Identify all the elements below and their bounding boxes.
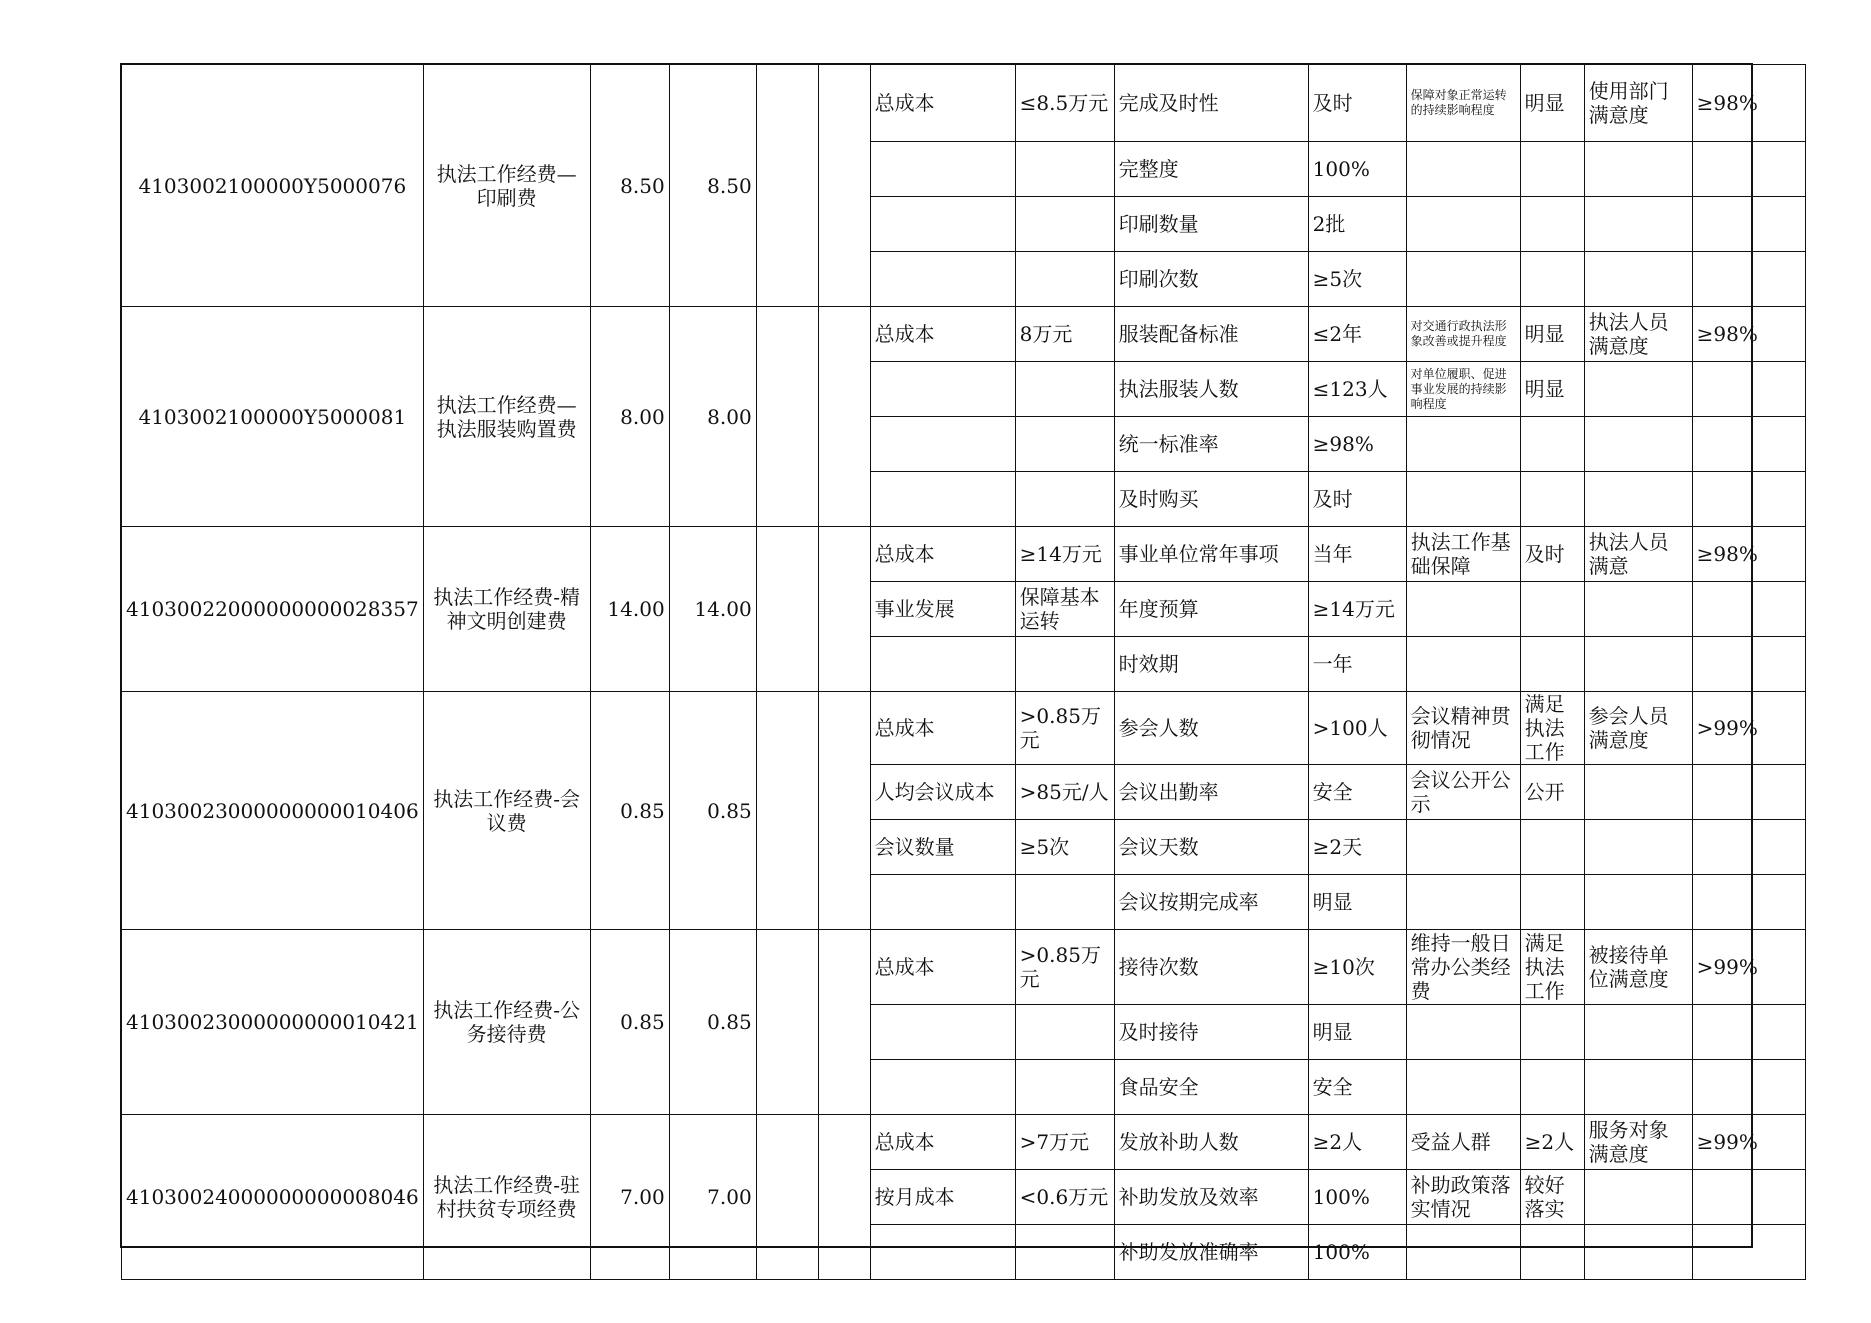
indicator-cell: 明显 bbox=[1308, 1005, 1406, 1060]
indicator-cell: 会议公开公示 bbox=[1406, 765, 1520, 820]
indicator-cell bbox=[1015, 1060, 1114, 1115]
indicator-cell: 总成本 bbox=[870, 307, 1015, 362]
indicator-cell: 公开 bbox=[1520, 765, 1584, 820]
indicator-cell bbox=[1692, 362, 1805, 417]
indicator-cell: 满足执法工作 bbox=[1520, 930, 1584, 1005]
indicator-cell: 服务对象满意度 bbox=[1584, 1115, 1692, 1170]
indicator-cell bbox=[1584, 252, 1692, 307]
indicator-cell bbox=[1406, 820, 1520, 875]
empty-cell bbox=[818, 930, 870, 1115]
indicator-cell bbox=[1520, 637, 1584, 692]
indicator-cell bbox=[1584, 362, 1692, 417]
indicator-cell bbox=[870, 637, 1015, 692]
indicator-cell: ≥14万元 bbox=[1015, 527, 1114, 582]
indicator-cell bbox=[870, 875, 1015, 930]
indicator-cell: 事业发展 bbox=[870, 582, 1015, 637]
indicator-cell bbox=[1015, 362, 1114, 417]
indicator-cell bbox=[1584, 1005, 1692, 1060]
project-code: 4103002100000Y5000081 bbox=[122, 307, 424, 527]
project-code: 41030023000000000010406 bbox=[122, 692, 424, 930]
empty-cell bbox=[756, 65, 818, 307]
indicator-cell: 年度预算 bbox=[1114, 582, 1308, 637]
indicator-cell: 补助发放及效率 bbox=[1114, 1170, 1308, 1225]
indicator-cell bbox=[1692, 1225, 1805, 1280]
indicator-cell: 统一标准率 bbox=[1114, 417, 1308, 472]
amount-cell: 7.00 bbox=[590, 1115, 669, 1280]
indicator-cell bbox=[1406, 417, 1520, 472]
indicator-cell: 接待次数 bbox=[1114, 930, 1308, 1005]
indicator-cell bbox=[1584, 820, 1692, 875]
indicator-cell: 补助政策落实情况 bbox=[1406, 1170, 1520, 1225]
indicator-cell bbox=[1584, 875, 1692, 930]
indicator-cell: 会议出勤率 bbox=[1114, 765, 1308, 820]
indicator-cell: 使用部门满意度 bbox=[1584, 65, 1692, 142]
indicator-cell bbox=[1520, 1060, 1584, 1115]
empty-cell bbox=[756, 930, 818, 1115]
indicator-cell bbox=[870, 142, 1015, 197]
indicator-cell bbox=[1015, 417, 1114, 472]
indicator-cell: >7万元 bbox=[1015, 1115, 1114, 1170]
indicator-cell bbox=[1584, 417, 1692, 472]
indicator-cell: 明显 bbox=[1520, 362, 1584, 417]
amount-cell: 14.00 bbox=[590, 527, 669, 692]
indicator-cell bbox=[1520, 252, 1584, 307]
table-row bbox=[122, 527, 1806, 582]
indicator-cell: ≥98% bbox=[1692, 307, 1805, 362]
amount-cell: 0.85 bbox=[590, 930, 669, 1115]
indicator-cell bbox=[1520, 142, 1584, 197]
indicator-cell: 会议天数 bbox=[1114, 820, 1308, 875]
indicator-cell bbox=[1692, 820, 1805, 875]
indicator-cell: 100% bbox=[1308, 1170, 1406, 1225]
indicator-cell: 及时接待 bbox=[1114, 1005, 1308, 1060]
project-name: 执法工作经费-公务接待费 bbox=[423, 930, 590, 1115]
indicator-cell bbox=[1015, 197, 1114, 252]
indicator-cell bbox=[1692, 1060, 1805, 1115]
indicator-cell: 事业单位常年事项 bbox=[1114, 527, 1308, 582]
indicator-cell bbox=[1692, 417, 1805, 472]
indicator-cell: ≥14万元 bbox=[1308, 582, 1406, 637]
indicator-cell bbox=[1584, 142, 1692, 197]
indicator-cell: 保障基本运转 bbox=[1015, 582, 1114, 637]
indicator-cell: 总成本 bbox=[870, 1115, 1015, 1170]
table-row bbox=[122, 692, 1806, 765]
indicator-cell: 印刷数量 bbox=[1114, 197, 1308, 252]
amount-cell: 8.00 bbox=[669, 307, 756, 527]
table-row bbox=[122, 65, 1806, 142]
indicator-cell: 总成本 bbox=[870, 930, 1015, 1005]
indicator-cell: 完整度 bbox=[1114, 142, 1308, 197]
indicator-cell bbox=[1584, 582, 1692, 637]
indicator-cell bbox=[1520, 582, 1584, 637]
indicator-cell bbox=[1015, 252, 1114, 307]
indicator-cell: 受益人群 bbox=[1406, 1115, 1520, 1170]
indicator-cell: 被接待单位满意度 bbox=[1584, 930, 1692, 1005]
indicator-cell bbox=[1584, 1060, 1692, 1115]
indicator-cell bbox=[870, 1225, 1015, 1280]
indicator-cell: ≥98% bbox=[1692, 65, 1805, 142]
indicator-cell bbox=[1692, 1170, 1805, 1225]
indicator-cell bbox=[1015, 637, 1114, 692]
indicator-cell: 按月成本 bbox=[870, 1170, 1015, 1225]
project-code: 41030022000000000028357 bbox=[122, 527, 424, 692]
indicator-cell: ≥98% bbox=[1692, 527, 1805, 582]
indicator-cell bbox=[1692, 1005, 1805, 1060]
amount-cell: 7.00 bbox=[669, 1115, 756, 1280]
indicator-cell: 执法人员满意 bbox=[1584, 527, 1692, 582]
empty-cell bbox=[756, 307, 818, 527]
indicator-cell bbox=[1584, 197, 1692, 252]
indicator-cell bbox=[870, 1005, 1015, 1060]
indicator-cell: 100% bbox=[1308, 1225, 1406, 1280]
indicator-cell: 补助发放准确率 bbox=[1114, 1225, 1308, 1280]
indicator-cell bbox=[1584, 765, 1692, 820]
indicator-cell: 安全 bbox=[1308, 765, 1406, 820]
indicator-cell bbox=[1692, 582, 1805, 637]
indicator-cell: 总成本 bbox=[870, 527, 1015, 582]
indicator-cell bbox=[1692, 765, 1805, 820]
empty-cell bbox=[818, 65, 870, 307]
indicator-cell: >99% bbox=[1692, 930, 1805, 1005]
empty-cell bbox=[756, 527, 818, 692]
indicator-cell bbox=[870, 472, 1015, 527]
table-row bbox=[122, 930, 1806, 1005]
amount-cell: 14.00 bbox=[669, 527, 756, 692]
indicator-cell bbox=[1406, 252, 1520, 307]
indicator-cell: 明显 bbox=[1520, 307, 1584, 362]
indicator-cell: ≥2人 bbox=[1520, 1115, 1584, 1170]
indicator-cell: ≥5次 bbox=[1015, 820, 1114, 875]
indicator-cell: 总成本 bbox=[870, 692, 1015, 765]
indicator-cell: 参会人员满意度 bbox=[1584, 692, 1692, 765]
indicator-cell bbox=[1406, 875, 1520, 930]
indicator-cell: 2批 bbox=[1308, 197, 1406, 252]
indicator-cell: ≥98% bbox=[1308, 417, 1406, 472]
indicator-cell: ≥2人 bbox=[1308, 1115, 1406, 1170]
indicator-cell bbox=[870, 417, 1015, 472]
indicator-cell: 执法人员满意度 bbox=[1584, 307, 1692, 362]
indicator-cell: 人均会议成本 bbox=[870, 765, 1015, 820]
indicator-cell bbox=[1406, 197, 1520, 252]
indicator-cell: 维持一般日常办公类经费 bbox=[1406, 930, 1520, 1005]
indicator-cell: >0.85万元 bbox=[1015, 692, 1114, 765]
indicator-cell: <0.6万元 bbox=[1015, 1170, 1114, 1225]
indicator-cell: 保障对象正常运转的持续影响程度 bbox=[1406, 65, 1520, 142]
indicator-cell bbox=[1692, 142, 1805, 197]
indicator-cell bbox=[870, 197, 1015, 252]
project-name: 执法工作经费-精神文明创建费 bbox=[423, 527, 590, 692]
indicator-cell bbox=[1520, 417, 1584, 472]
project-code: 4103002100000Y5000076 bbox=[122, 65, 424, 307]
amount-cell: 0.85 bbox=[590, 692, 669, 930]
performance-table bbox=[121, 64, 1806, 1280]
indicator-cell: >99% bbox=[1692, 692, 1805, 765]
indicator-cell bbox=[1406, 1225, 1520, 1280]
indicator-cell: >100人 bbox=[1308, 692, 1406, 765]
indicator-cell bbox=[1692, 197, 1805, 252]
indicator-cell bbox=[1692, 472, 1805, 527]
indicator-cell: 一年 bbox=[1308, 637, 1406, 692]
indicator-cell: 8万元 bbox=[1015, 307, 1114, 362]
indicator-cell: 满足执法工作 bbox=[1520, 692, 1584, 765]
amount-cell: 0.85 bbox=[669, 692, 756, 930]
indicator-cell: ≥10次 bbox=[1308, 930, 1406, 1005]
indicator-cell bbox=[870, 362, 1015, 417]
indicator-cell: 发放补助人数 bbox=[1114, 1115, 1308, 1170]
indicator-cell: ≤8.5万元 bbox=[1015, 65, 1114, 142]
indicator-cell bbox=[1520, 1225, 1584, 1280]
indicator-cell: ≤123人 bbox=[1308, 362, 1406, 417]
indicator-cell: >0.85万元 bbox=[1015, 930, 1114, 1005]
indicator-cell bbox=[870, 252, 1015, 307]
project-name: 执法工作经费-会议费 bbox=[423, 692, 590, 930]
indicator-cell: 及时 bbox=[1308, 65, 1406, 142]
indicator-cell bbox=[1406, 1060, 1520, 1115]
indicator-cell bbox=[1406, 142, 1520, 197]
indicator-cell: 及时购买 bbox=[1114, 472, 1308, 527]
amount-cell: 8.50 bbox=[590, 65, 669, 307]
indicator-cell: 会议精神贯彻情况 bbox=[1406, 692, 1520, 765]
project-name: 执法工作经费—印刷费 bbox=[423, 65, 590, 307]
indicator-cell bbox=[1520, 1005, 1584, 1060]
project-name: 执法工作经费-驻村扶贫专项经费 bbox=[423, 1115, 590, 1280]
indicator-cell bbox=[1520, 820, 1584, 875]
indicator-cell bbox=[1692, 637, 1805, 692]
indicator-cell: 参会人数 bbox=[1114, 692, 1308, 765]
indicator-cell bbox=[1692, 875, 1805, 930]
indicator-cell: ≤2年 bbox=[1308, 307, 1406, 362]
indicator-cell: 当年 bbox=[1308, 527, 1406, 582]
empty-cell bbox=[818, 692, 870, 930]
indicator-cell bbox=[1015, 1005, 1114, 1060]
indicator-cell: 明显 bbox=[1308, 875, 1406, 930]
indicator-cell: 时效期 bbox=[1114, 637, 1308, 692]
indicator-cell bbox=[1584, 1170, 1692, 1225]
indicator-cell: 会议数量 bbox=[870, 820, 1015, 875]
table-row bbox=[122, 1115, 1806, 1170]
indicator-cell bbox=[1520, 197, 1584, 252]
indicator-cell: >85元/人 bbox=[1015, 765, 1114, 820]
project-name: 执法工作经费—执法服装购置费 bbox=[423, 307, 590, 527]
indicator-cell bbox=[870, 1060, 1015, 1115]
amount-cell: 8.50 bbox=[669, 65, 756, 307]
indicator-cell bbox=[1520, 472, 1584, 527]
indicator-cell bbox=[1692, 252, 1805, 307]
empty-cell bbox=[756, 1115, 818, 1280]
indicator-cell bbox=[1406, 582, 1520, 637]
indicator-cell bbox=[1406, 472, 1520, 527]
indicator-cell: 总成本 bbox=[870, 65, 1015, 142]
indicator-cell: 对单位履职、促进事业发展的持续影响程度 bbox=[1406, 362, 1520, 417]
indicator-cell bbox=[1520, 875, 1584, 930]
indicator-cell bbox=[1584, 637, 1692, 692]
indicator-cell: 较好落实 bbox=[1520, 1170, 1584, 1225]
indicator-cell bbox=[1015, 142, 1114, 197]
amount-cell: 0.85 bbox=[669, 930, 756, 1115]
project-code: 41030024000000000008046 bbox=[122, 1115, 424, 1280]
indicator-cell: ≥5次 bbox=[1308, 252, 1406, 307]
indicator-cell: 100% bbox=[1308, 142, 1406, 197]
indicator-cell: 对交通行政执法形象改善或提升程度 bbox=[1406, 307, 1520, 362]
indicator-cell: ≥2天 bbox=[1308, 820, 1406, 875]
empty-cell bbox=[756, 692, 818, 930]
indicator-cell: ≥99% bbox=[1692, 1115, 1805, 1170]
indicator-cell: 明显 bbox=[1520, 65, 1584, 142]
indicator-cell bbox=[1015, 1225, 1114, 1280]
indicator-cell: 印刷次数 bbox=[1114, 252, 1308, 307]
indicator-cell bbox=[1406, 1005, 1520, 1060]
indicator-cell bbox=[1015, 875, 1114, 930]
indicator-cell: 食品安全 bbox=[1114, 1060, 1308, 1115]
empty-cell bbox=[818, 307, 870, 527]
empty-cell bbox=[818, 1115, 870, 1280]
indicator-cell bbox=[1015, 472, 1114, 527]
table-row bbox=[122, 307, 1806, 362]
indicator-cell: 安全 bbox=[1308, 1060, 1406, 1115]
indicator-cell: 服装配备标准 bbox=[1114, 307, 1308, 362]
indicator-cell bbox=[1584, 1225, 1692, 1280]
empty-cell bbox=[818, 527, 870, 692]
indicator-cell bbox=[1584, 472, 1692, 527]
amount-cell: 8.00 bbox=[590, 307, 669, 527]
indicator-cell bbox=[1406, 637, 1520, 692]
indicator-cell: 会议按期完成率 bbox=[1114, 875, 1308, 930]
indicator-cell: 及时 bbox=[1520, 527, 1584, 582]
indicator-cell: 及时 bbox=[1308, 472, 1406, 527]
project-code: 41030023000000000010421 bbox=[122, 930, 424, 1115]
indicator-cell: 执法服装人数 bbox=[1114, 362, 1308, 417]
indicator-cell: 完成及时性 bbox=[1114, 65, 1308, 142]
indicator-cell: 执法工作基础保障 bbox=[1406, 527, 1520, 582]
